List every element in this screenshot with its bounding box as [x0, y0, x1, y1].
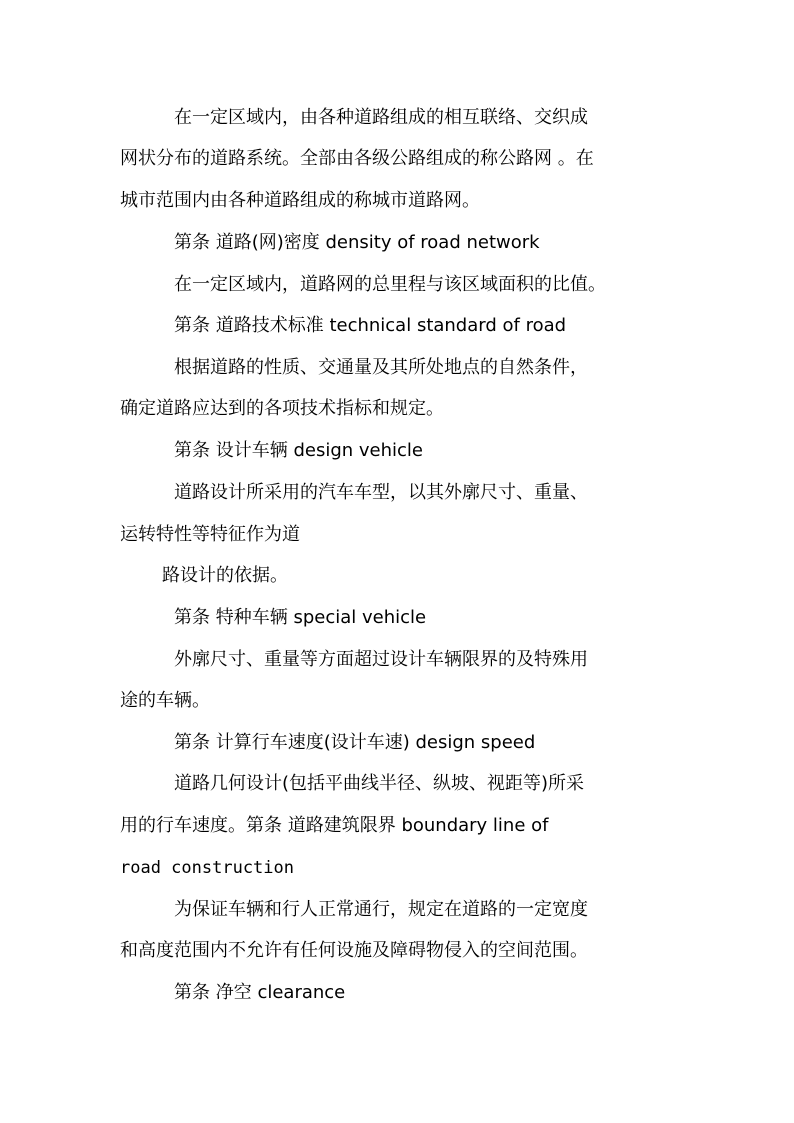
article-heading: 第条 净空 clearance: [174, 982, 346, 1003]
paragraph-line: 为保证车辆和行人正常通行，规定在道路的一定宽度: [174, 899, 588, 920]
paragraph-line: 道路设计所采用的汽车车型，以其外廓尺寸、重量、: [174, 482, 588, 503]
paragraph-line: 根据道路的性质、交通量及其所处地点的自然条件，: [174, 357, 588, 378]
paragraph-line: 用的行车速度。第条 道路建筑限界 boundary line of: [120, 815, 549, 836]
paragraph-line: 外廓尺寸、重量等方面超过设计车辆限界的及特殊用: [174, 649, 588, 670]
article-heading: 第条 设计车辆 design vehicle: [174, 440, 423, 461]
paragraph-line: 途的车辆。: [120, 690, 210, 711]
article-heading: 第条 道路技术标准 technical standard of road: [174, 315, 567, 336]
paragraph-line: 确定道路应达到的各项技术指标和规定。: [120, 398, 444, 419]
paragraph-line: 城市范围内由各种道路组成的称城市道路网。: [120, 190, 480, 211]
paragraph-line: 在一定区域内，道路网的总里程与该区域面积的比值。: [174, 274, 606, 295]
article-heading: 第条 特种车辆 special vehicle: [174, 607, 427, 628]
article-heading: 第条 计算行车速度(设计车速) design speed: [174, 732, 536, 753]
paragraph-line: 在一定区域内，由各种道路组成的相互联络、交织成: [174, 107, 588, 128]
paragraph-line: 网状分布的道路系统。全部由各级公路组成的称公路网 。在: [120, 148, 594, 169]
article-heading: 第条 道路(网)密度 density of road network: [174, 232, 540, 253]
paragraph-line: 和高度范围内不允许有任何设施及障碍物侵入的空间范围。: [120, 940, 588, 961]
paragraph-line: road construction: [120, 858, 294, 878]
paragraph-line: 运转特性等特征作为道: [120, 524, 300, 545]
paragraph-line: 道路几何设计(包括平曲线半径、纵坡、视距等)所采: [174, 773, 585, 794]
paragraph-line: 路设计的依据。: [162, 565, 288, 586]
